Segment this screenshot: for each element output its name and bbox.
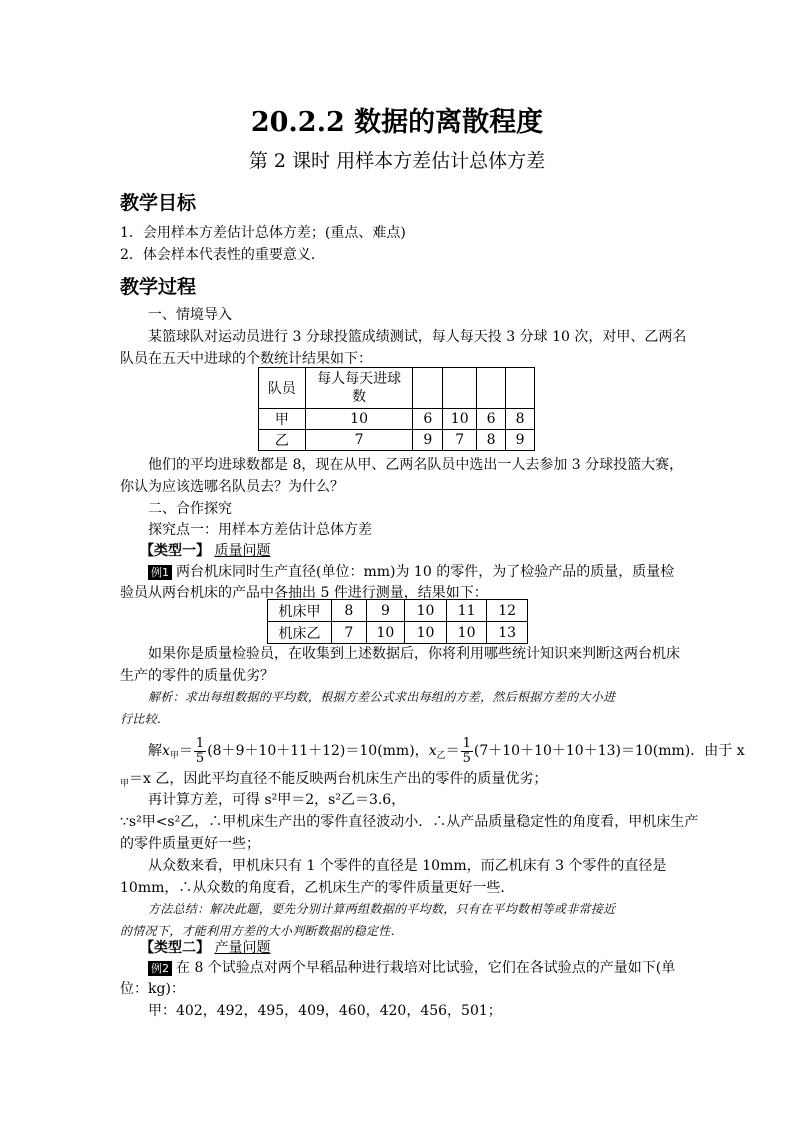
- example2-line-3: 甲：402，492，495，409，460，420，456，501；: [148, 1003, 502, 1019]
- table-row: [259, 430, 535, 451]
- explore-point-1: 探究点一：用样本方差估计总体方差: [148, 522, 372, 538]
- table-header-daily-goals: 每人每天进球 数: [305, 368, 413, 409]
- table-cell: 8: [506, 409, 535, 430]
- goals-heading: 教学目标: [120, 192, 197, 214]
- table-row: [268, 600, 528, 622]
- scores-table: [258, 367, 535, 451]
- method-summary-2: 的情况下，才能利用方差的大小判断数据的稳定性．: [120, 924, 403, 938]
- solution-line-5: 的零件质量更好一些；: [120, 836, 260, 852]
- analysis-line-1: 解析：求出每组数据的平均数，根据方差公式求出每组的方差，然后根据方差的大小进: [148, 690, 616, 704]
- process-heading: 教学过程: [120, 276, 197, 298]
- table-cell: 乙: [259, 430, 306, 451]
- goal-item-1: 1．会用样本方差估计总体方差；(重点、难点): [120, 225, 406, 241]
- table-cell: 10: [446, 622, 487, 644]
- example2-line-2: 位：kg)：: [120, 981, 185, 997]
- table-cell: 机床乙: [268, 622, 332, 644]
- table-cell: 8: [477, 430, 506, 451]
- type2-bracket: 【类型二】: [140, 940, 210, 956]
- table-cell: 10: [405, 622, 447, 644]
- table-header-empty: [477, 368, 506, 409]
- fraction: $\frac{1}{5}$: [462, 735, 471, 766]
- table-cell: 甲: [259, 409, 306, 430]
- table-header-empty: [443, 368, 477, 409]
- solution-line-3: 再计算方差，可得 s²甲＝2，s²乙＝3.6，: [148, 792, 406, 808]
- table-cell: 8: [332, 600, 367, 622]
- example1-question-2: 生产的零件的质量优劣？: [120, 668, 274, 684]
- type1-bracket: 【类型一】: [140, 543, 210, 559]
- solution-line-7: 10mm，∴从众数的角度看，乙机床生产的零件质量更好一些．: [120, 880, 515, 896]
- table-cell: 9: [366, 600, 405, 622]
- type2-name: 产量问题: [214, 940, 271, 956]
- method-summary-1: 方法总结：解决此题，要先分别计算两组数据的平均数，只有在平均数相等或非常接近: [148, 902, 616, 916]
- table-cell: 机床甲: [268, 600, 332, 622]
- table-header-player: 队员: [259, 368, 306, 409]
- intro-line-2: 队员在五天中进球的个数统计结果如下：: [120, 351, 372, 367]
- table-cell: 10: [366, 622, 405, 644]
- solution-line-6: 从众数来看，甲机床只有 1 个零件的直径是 10mm，而乙机床有 3 个零件的直径是: [148, 858, 667, 874]
- page-title: 20.2.2 数据的离散程度: [250, 107, 544, 138]
- table-cell: 9: [413, 430, 443, 451]
- type2-heading: [140, 937, 270, 959]
- table-cell: 12: [487, 600, 528, 622]
- intro-line-1: 某篮球队对运动员进行 3 分球投篮成绩测试，每人每天投 3 分球 10 次，对甲、乙两名: [148, 329, 687, 345]
- solution-line-2: $_甲$＝x 乙，因此平均直径不能反映两台机床生产出的零件的质量优劣；: [120, 771, 548, 789]
- fraction: $\frac{1}{5}$: [195, 735, 205, 766]
- example2-tag: 例2: [148, 961, 172, 976]
- analysis-line-2: 行比较．: [120, 712, 170, 726]
- table-row: [259, 409, 535, 430]
- example2-line-1: 例2 在 8 个试验点对两个早稻品种进行栽培对比试验，它们在各试验点的产量如下(单: [148, 957, 675, 979]
- type1-heading: [140, 540, 270, 562]
- example1-question-1: 如果你是质量检验员，在收集到上述数据后，你将利用哪些统计知识来判断这两台机床: [148, 646, 680, 662]
- table-cell: 7: [305, 430, 413, 451]
- table-row: [268, 622, 528, 644]
- table-cell: 9: [506, 430, 535, 451]
- type1-name: 质量问题: [214, 543, 271, 559]
- goal-item-2: 2．体会样本代表性的重要意义．: [120, 247, 325, 263]
- example1-line-1: 例1 两台机床同时生产直径(单位：mm)为 10 的零件，为了检验产品的质量，质量检: [148, 561, 674, 583]
- table-cell: 7: [443, 430, 477, 451]
- table-header-empty: [413, 368, 443, 409]
- part2-heading: 二、合作探究: [148, 501, 232, 517]
- question-line-1: 他们的平均进球数都是 8，现在从甲、乙两名队员中选出一人去参加 3 分球投篮大赛，: [148, 457, 684, 473]
- table-cell: 11: [446, 600, 487, 622]
- table-header-empty: [506, 368, 535, 409]
- table-cell: 13: [487, 622, 528, 644]
- table-cell: 10: [305, 409, 413, 430]
- question-line-2: 你认为应该选哪名队员去？为什么？: [120, 479, 344, 495]
- solution-line-4: ∵s²甲<s²乙，∴甲机床生产出的零件直径波动小．∴从产品质量稳定性的角度看，甲机床生产: [120, 814, 699, 830]
- part1-heading: 一、情境导入: [148, 307, 232, 323]
- page-subtitle: 第 2 课时 用样本方差估计总体方差: [248, 150, 546, 172]
- machine-table: [267, 599, 528, 644]
- solution-line-1: 解$x_甲=$ $\frac{1}{5}$ (8＋9＋10＋11＋12)＝10(mm)，$x_乙=$ $\frac{1}{5}$ (7＋10＋10＋10＋13)＝10(mm)．由于 x: [148, 735, 745, 766]
- example1-line-2: 验员从两台机床的产品中各抽出 5 件进行测量，结果如下：: [120, 585, 488, 601]
- table-cell: 6: [413, 409, 443, 430]
- table-cell: 10: [443, 409, 477, 430]
- table-cell: 6: [477, 409, 506, 430]
- table-cell: 7: [332, 622, 367, 644]
- example1-tag: 例1: [148, 565, 172, 580]
- table-cell: 10: [405, 600, 447, 622]
